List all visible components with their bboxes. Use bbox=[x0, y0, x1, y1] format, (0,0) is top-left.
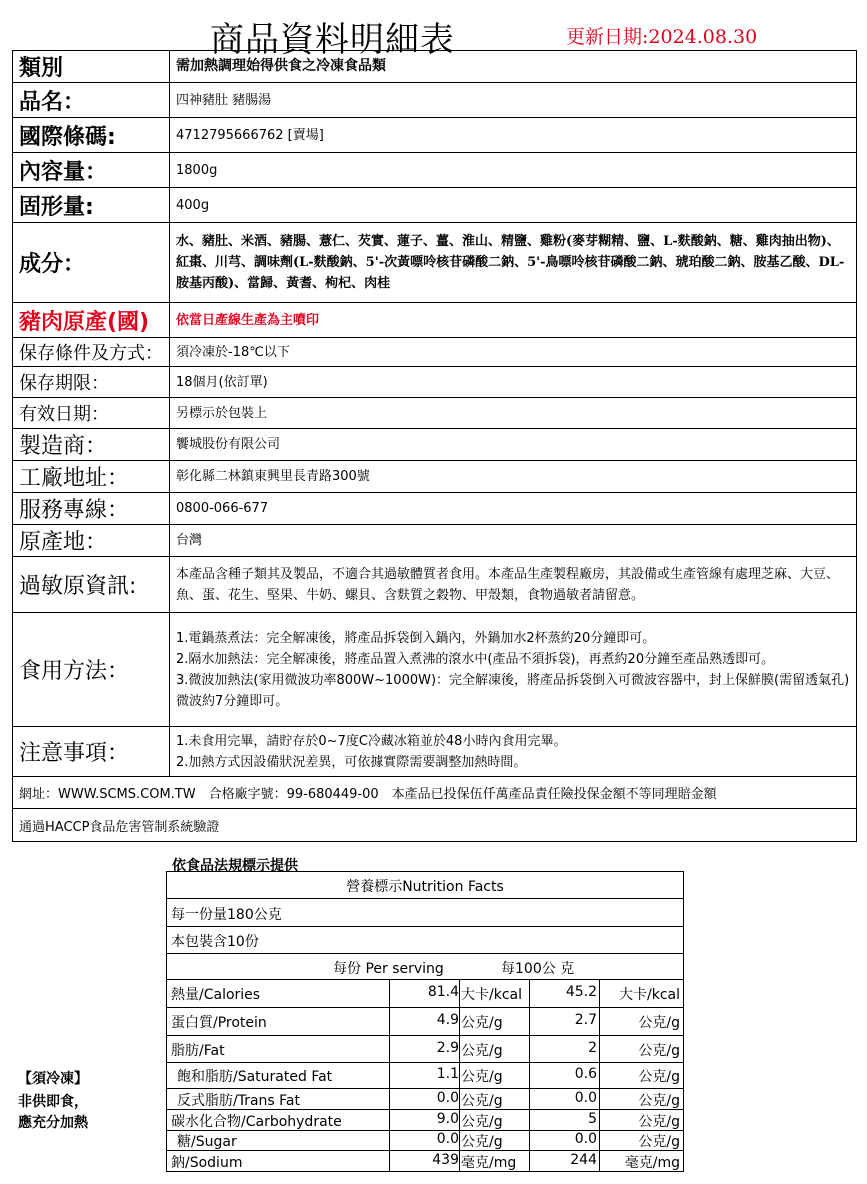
per-serving-value: 0.0 bbox=[436, 1090, 459, 1106]
nutrient-name: 蛋白質/Protein bbox=[171, 1015, 267, 1031]
nutrition-row bbox=[167, 1088, 683, 1110]
note-item: 2.加熱方式因設備狀況差異，可依據實際需要調整加熱時間。 bbox=[176, 754, 527, 770]
per-100g-unit: 公克/g bbox=[638, 1069, 680, 1085]
per-serving-unit: 公克/g bbox=[461, 1043, 503, 1059]
not-ready-to-eat-note: 非供即食， bbox=[18, 1094, 88, 1110]
nutrition-row bbox=[167, 1130, 683, 1151]
nutrient-name: 熱量/Calories bbox=[171, 987, 261, 1003]
per-serving-unit: 公克/g bbox=[461, 1114, 503, 1130]
row-pork-origin bbox=[13, 303, 857, 338]
row-usage bbox=[13, 613, 857, 727]
row-solid-content bbox=[13, 188, 857, 223]
per-100g-value: 0.0 bbox=[574, 1090, 597, 1106]
column-divider bbox=[529, 979, 530, 1171]
category-value: 需加熱調理始得供食之冷凍食品類 bbox=[170, 51, 857, 83]
row-expiry bbox=[13, 398, 857, 429]
row-shelf-life bbox=[13, 367, 857, 398]
website-info: 網址：WWW.SCMS.COM.TW 合格廠字號：99-680449-00 本產品已投保伍仟萬產品責任險投保金額不等同理賠金額 bbox=[13, 777, 857, 809]
usage-step: 1.電鍋蒸煮法：完全解凍後，將產品拆袋倒入鍋內，外鍋加水2杯蒸約20分鐘即可。 bbox=[176, 630, 656, 646]
service-line-label: 服務專線： bbox=[13, 493, 170, 525]
nutrition-title: 營養標示Nutrition Facts bbox=[346, 879, 504, 895]
per-100g-value: 45.2 bbox=[565, 984, 597, 1000]
product-name-value: 四神豬肚 豬腸湯 bbox=[170, 83, 857, 118]
usage-value bbox=[170, 613, 857, 727]
header-divider bbox=[167, 979, 683, 980]
update-date: 更新日期:2024.08.30 bbox=[566, 26, 758, 48]
per-100g-value: 2 bbox=[588, 1040, 597, 1056]
product-name-label: 品名： bbox=[13, 83, 170, 118]
allergen-label: 過敏原資訊: bbox=[13, 557, 170, 613]
allergen-value: 本產品含種子類其及製品，不適合其過敏體質者食用。本產品生產製程廠房，其設備或生產管線有處理芝麻、大豆、魚、蛋、花生、堅果、牛奶、螺貝、含麩質之穀物、甲殼類，食物過敏者請留意。 bbox=[170, 557, 857, 613]
row-haccp bbox=[13, 809, 857, 842]
nutrition-caption: 依食品法規標示提供 bbox=[172, 858, 298, 874]
ingredients-label: 成分： bbox=[13, 223, 170, 303]
per-serving-unit: 公克/g bbox=[461, 1093, 503, 1109]
service-line-value: 0800-066-677 bbox=[170, 493, 857, 525]
usage-label: 食用方法： bbox=[13, 613, 170, 727]
row-net-content bbox=[13, 153, 857, 188]
nutrition-row bbox=[167, 1109, 683, 1131]
solid-content-label: 固形量: bbox=[13, 188, 170, 223]
category-label: 類別 bbox=[13, 51, 170, 83]
per-100g-unit: 毫克/mg bbox=[624, 1155, 680, 1171]
row-storage bbox=[13, 338, 857, 367]
row-website bbox=[13, 777, 857, 809]
serving-size: 每一份量180公克 bbox=[171, 907, 282, 923]
per-100g-value: 0.0 bbox=[574, 1131, 597, 1147]
expiry-label: 有效日期： bbox=[13, 398, 170, 429]
nutrition-title-row bbox=[167, 872, 683, 899]
per-serving-unit: 毫克/mg bbox=[461, 1155, 517, 1171]
col-per-100g: 每100公 克 bbox=[501, 961, 575, 977]
nutrient-name: 鈉/Sodium bbox=[171, 1155, 243, 1171]
barcode-label: 國際條碼: bbox=[13, 118, 170, 153]
nutrition-row bbox=[167, 1035, 683, 1063]
storage-value: 須冷凍於-18℃以下 bbox=[170, 338, 857, 367]
column-divider bbox=[459, 979, 460, 1171]
row-manufacturer bbox=[13, 429, 857, 461]
per-serving-unit: 大卡/kcal bbox=[461, 987, 522, 1003]
manufacturer-value: 饗城股份有限公司 bbox=[170, 429, 857, 461]
per-serving-unit: 公克/g bbox=[461, 1134, 503, 1150]
nutrient-name: 糖/Sugar bbox=[177, 1134, 237, 1150]
heat-thoroughly-note: 應充分加熱 bbox=[18, 1115, 88, 1131]
column-header-row bbox=[167, 953, 683, 979]
usage-step: 2.隔水加熱法：完全解凍後，將產品置入煮沸的滾水中(產品不須拆袋)，再煮約20分鐘至產品熟透即可。 bbox=[176, 651, 775, 667]
factory-address-label: 工廠地址： bbox=[13, 461, 170, 493]
per-serving-unit: 公克/g bbox=[461, 1069, 503, 1085]
shelf-life-value: 18個月(依訂單) bbox=[170, 367, 857, 398]
column-divider bbox=[389, 979, 390, 1171]
row-service-line bbox=[13, 493, 857, 525]
per-100g-value: 244 bbox=[570, 1152, 597, 1168]
ingredients-value: 水、豬肚、米酒、豬腸、薏仁、芡實、蓮子、薑、淮山、精鹽、雞粉(麥芽糊精、鹽、L-麩酸鈉、糖、雞肉抽出物)、紅棗、川芎、調味劑(L-麩酸鈉、5'-次黃嘌呤核苷磷酸二鈉、5'-鳥嘌呤核苷磷酸二鈉、琥珀酸二鈉、胺基乙酸、DL-胺基丙酸)、當歸、黃耆、枸杞、肉桂 bbox=[170, 223, 857, 303]
frozen-note: 【須冷凍】 bbox=[18, 1071, 88, 1087]
per-serving-value: 4.9 bbox=[436, 1012, 459, 1028]
page-title: 商品資料明細表 bbox=[210, 20, 455, 60]
row-barcode bbox=[13, 118, 857, 153]
servings-row bbox=[167, 926, 683, 954]
net-content-value: 1800g bbox=[170, 153, 857, 188]
row-allergen bbox=[13, 557, 857, 613]
nutrition-table bbox=[166, 871, 684, 1172]
per-100g-unit: 公克/g bbox=[638, 1134, 680, 1150]
nutrition-row bbox=[167, 1150, 683, 1171]
nutrient-name: 反式脂肪/Trans Fat bbox=[177, 1093, 300, 1109]
per-serving-value: 1.1 bbox=[436, 1066, 459, 1082]
per-100g-unit: 公克/g bbox=[638, 1015, 680, 1031]
row-category bbox=[13, 51, 857, 83]
nutrient-name: 飽和脂肪/Saturated Fat bbox=[177, 1069, 333, 1085]
servings-count: 本包裝含10份 bbox=[171, 934, 259, 950]
per-serving-value: 2.9 bbox=[436, 1040, 459, 1056]
per-serving-value: 439 bbox=[432, 1152, 459, 1168]
expiry-value: 另標示於包裝上 bbox=[170, 398, 857, 429]
per-serving-value: 0.0 bbox=[436, 1131, 459, 1147]
per-100g-unit: 公克/g bbox=[638, 1093, 680, 1109]
pork-origin-label: 豬肉原產(國) bbox=[13, 303, 170, 338]
origin-label: 原產地： bbox=[13, 525, 170, 557]
nutrient-name: 脂肪/Fat bbox=[171, 1043, 225, 1059]
storage-label: 保存條件及方式： bbox=[13, 338, 170, 367]
product-info-table bbox=[12, 50, 857, 842]
haccp-info: 通過HACCP食品危害管制系統驗證 bbox=[13, 809, 857, 842]
origin-value: 台灣 bbox=[170, 525, 857, 557]
pork-origin-value: 依當日產線生產為主噴印 bbox=[170, 303, 857, 338]
usage-step: 3.微波加熱法(家用微波功率800W~1000W)：完全解凍後，將產品拆袋倒入可微波容器中，封上保鮮膜(需留透氣孔)微波約7分鐘即可。 bbox=[176, 672, 850, 709]
net-content-label: 內容量： bbox=[13, 153, 170, 188]
nutrition-row bbox=[167, 1062, 683, 1089]
manufacturer-label: 製造商： bbox=[13, 429, 170, 461]
column-divider bbox=[599, 979, 600, 1171]
per-serving-value: 9.0 bbox=[436, 1111, 459, 1127]
nutrient-name: 碳水化合物/Carbohydrate bbox=[171, 1114, 342, 1130]
per-100g-value: 2.7 bbox=[574, 1012, 597, 1028]
serving-size-row bbox=[167, 898, 683, 927]
note-item: 1.未食用完畢，請貯存於0~7度C冷藏冰箱並於48小時內食用完畢。 bbox=[176, 733, 567, 749]
per-serving-unit: 公克/g bbox=[461, 1015, 503, 1031]
shelf-life-label: 保存期限： bbox=[13, 367, 170, 398]
per-100g-unit: 公克/g bbox=[638, 1114, 680, 1130]
per-100g-unit: 公克/g bbox=[638, 1043, 680, 1059]
row-product-name bbox=[13, 83, 857, 118]
nutrition-row bbox=[167, 1007, 683, 1036]
row-factory-address bbox=[13, 461, 857, 493]
barcode-value: 4712795666762 [賣場] bbox=[170, 118, 857, 153]
nutrition-row bbox=[167, 979, 683, 1008]
row-notes bbox=[13, 727, 857, 777]
factory-address-value: 彰化縣二林鎮東興里長青路300號 bbox=[170, 461, 857, 493]
row-origin bbox=[13, 525, 857, 557]
notes-label: 注意事項： bbox=[13, 727, 170, 777]
col-per-serving: 每份 Per serving bbox=[333, 961, 444, 977]
per-100g-unit: 大卡/kcal bbox=[619, 987, 680, 1003]
notes-value bbox=[170, 727, 857, 777]
per-serving-value: 81.4 bbox=[427, 984, 459, 1000]
per-100g-value: 5 bbox=[588, 1111, 597, 1127]
row-ingredients bbox=[13, 223, 857, 303]
per-100g-value: 0.6 bbox=[574, 1066, 597, 1082]
solid-content-value: 400g bbox=[170, 188, 857, 223]
